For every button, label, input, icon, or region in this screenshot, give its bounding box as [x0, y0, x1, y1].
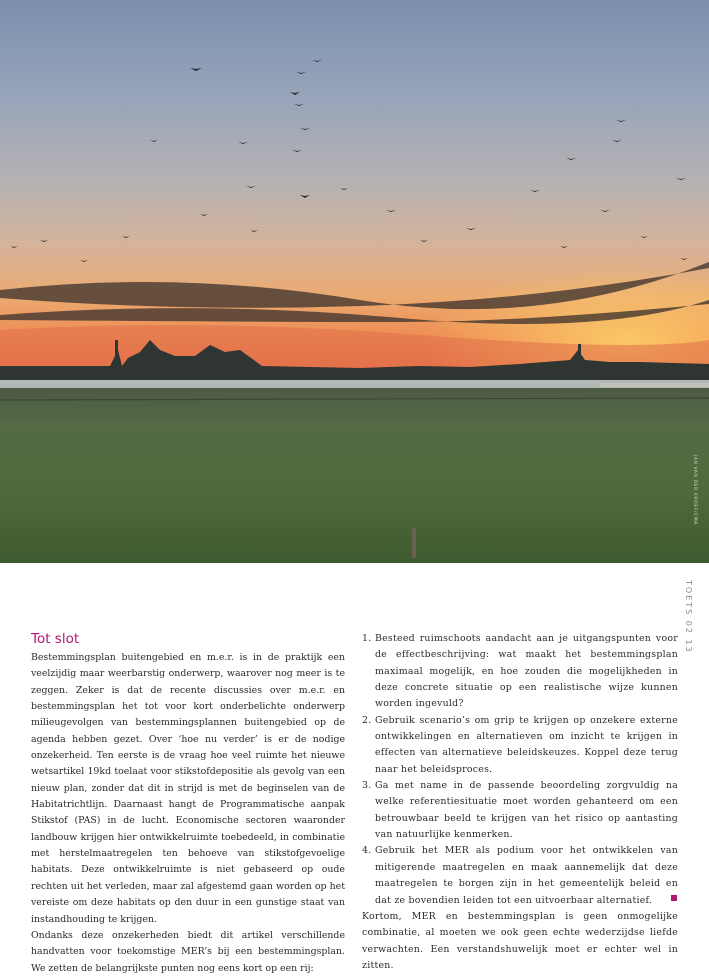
list-item-number: 1. [362, 633, 372, 644]
list-item-number: 4. [362, 845, 372, 857]
end-of-article-marker [671, 895, 677, 901]
key-points-list [362, 631, 678, 909]
body-paragraph: Bestemmingsplan buitengebied en m.e.r. is in de praktijk een veelzijdig maar weerbarstig onderwerp, waarover nog meer is te zeggen. Zeker is dat de recente discussies over m.e.r. en bestemmingsplan het tot voor kort onderbelichte onderwerp milieugevolgen van bestemmingsplannen buitengebied op de agenda hebben gezet. Over ‘hoe nu verder’ is er de nodige onzekerheid. Ten eerste is de vraag hoe veel ruimte het nieuwe wetsartikel 19kd toelaat voor stikstofdepositie als gevolg van een nieuw plan, zonder dat dit in strijd is met de beginselen van de Habitatrichtlijn. Daarnaast hangt de Programmatische aanpak Stikstof (PAS) in de lucht. Economische sectoren waaronder landbouw krijgen hier ontwikkelruimte toebedeeld, in combinatie met herstelmaatregelen ten behoeve van stikstofgevoelige habitats. Deze ontwikkelruimte is niet gebaseerd op oude rechten uit het verleden, maar zal afgestemd gaan worden op het vereiste om deze habitats op den duur in een gunstige staat van instandhouding te krijgen. [31, 652, 345, 925]
list-item-text: Besteed ruimschoots aandacht aan je uitgangspunten voor de effectbeschrijving: wat maakt het bestemmingsplan maximaal mogelijk, en hoe zouden die mogelijkheden in deze concrete situatie op een realistische wijze kunnen worden ingevuld? [375, 633, 678, 710]
body-paragraph: Ondanks deze onzekerheden biedt dit artikel verschillende handvatten voor toekomstige MER’s bij een bestemmingsplan. We zetten de belangrijkste punten nog eens kort op een rij: [31, 929, 345, 974]
article-right-column [362, 631, 678, 974]
photo-credit: JAN VAN DER KROEF/CMA [692, 455, 697, 525]
list-item-text: Gebruik scenario’s om grip te krijgen op onzekere externe ontwikkelingen en alternatieven om inzicht te krijgen in effecten van alternatieve beleidskeuzes. Koppel deze terug naar het beleidsproces. [375, 714, 678, 775]
list-item-text: Gebruik het MER als podium voor het ontwikkelen van mitigerende maatregelen en maak aannemelijk dat deze maatregelen te borgen zijn in het gemeentelijk beleid en dat ze bovendien leiden tot een uitvoerbaar alternatief. [375, 845, 678, 906]
page-folio: TOETS 02 13 [684, 580, 693, 654]
list-item-number: 2. [362, 714, 372, 726]
list-item-number: 3. [362, 780, 372, 792]
list-item [362, 778, 678, 843]
list-item [362, 713, 678, 778]
closing-paragraph: Kortom, MER en bestemmingsplan is geen onmogelijke combinatie, al moeten we ook geen echte wederzijdse liefde verwachten. Een verstandshuwelijk moet er echter wel in zitten. [362, 910, 678, 971]
list-item [362, 631, 678, 713]
list-item [362, 843, 678, 908]
article-left-column [31, 631, 345, 977]
section-heading: Tot slot [31, 631, 80, 647]
list-item-text: Ga met name in de passende beoordeling zorgvuldig na welke referentiesituatie moet worden gehanteerd om een betrouwbaar beeld te krijgen van het risico op aantasting van natuurlijke kenmerken. [375, 780, 678, 841]
